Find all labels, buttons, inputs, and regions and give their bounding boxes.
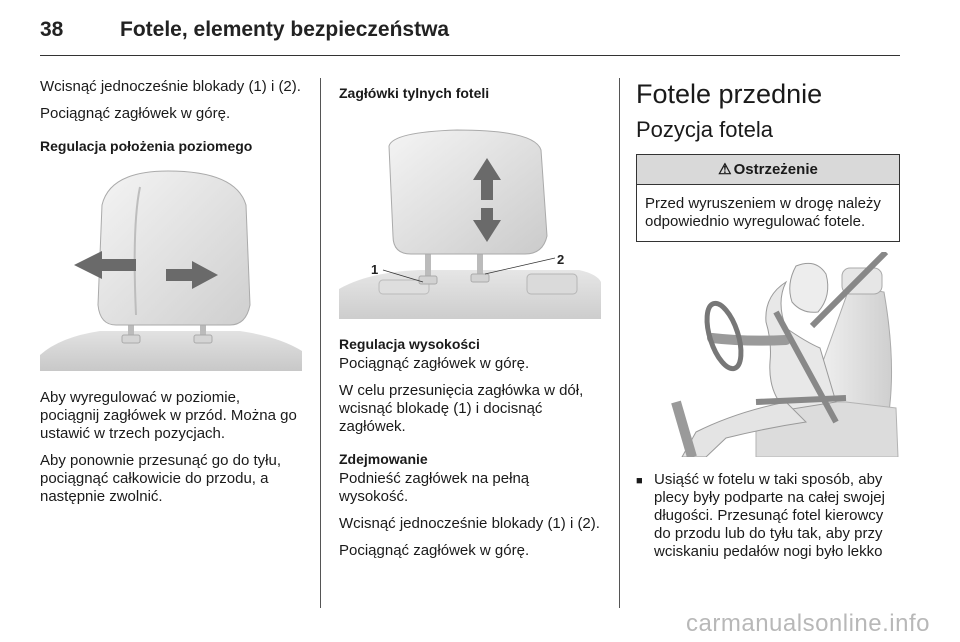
watermark: carmanualsonline.info — [686, 610, 930, 637]
callout-label-2: 2 — [557, 252, 565, 267]
warning-title: Ostrzeżenie — [733, 161, 818, 178]
paragraph: Aby wyregulować w poziomie, pociągnij zagłówek w przód. Można go ustawić w trzech pozycjach. — [40, 389, 297, 442]
column-divider-1 — [320, 78, 321, 608]
column-divider-2 — [619, 78, 620, 608]
subheading: Regulacja wysokości — [339, 336, 480, 352]
bullet-item — [636, 471, 902, 561]
callout-label-1: 1 — [371, 262, 379, 277]
warning-box — [636, 154, 900, 242]
column-3 — [636, 78, 902, 561]
column-2 — [339, 78, 601, 569]
paragraph: Wcisnąć jednocześnie blokady (1) i (2). — [339, 515, 600, 532]
header-rule — [40, 55, 900, 56]
page-number: 38 — [40, 18, 64, 41]
paragraph: W celu przesunięcia zagłówka w dół, wcisnąć blokadę (1) i docisnąć zagłówek. — [339, 382, 584, 435]
section-heading: Fotele przednie — [636, 79, 823, 109]
paragraph: Podnieść zagłówek na pełną wysokość. — [339, 470, 530, 505]
subheading: Zagłówki tylnych foteli — [339, 85, 490, 101]
bullet-square-icon: ■ — [636, 475, 643, 487]
warning-text: Przed wyruszeniem w drogę należy odpowiednio wyregulować fotele. — [645, 195, 881, 230]
rear-headrest-figure — [339, 104, 601, 319]
subheading: Zdejmowanie — [339, 451, 428, 467]
column-1 — [40, 78, 302, 515]
paragraph: Pociągnąć zagłówek w górę. — [40, 105, 231, 122]
paragraph: Pociągnąć zagłówek w górę. — [339, 542, 530, 559]
headrest-horizontal-figure — [40, 165, 302, 371]
paragraph: Aby ponownie przesunąć go do tyłu, pociągnąć całkowicie do przodu, a następnie zwolnić. — [40, 452, 281, 505]
seat-position-figure — [636, 252, 900, 457]
paragraph: Pociągnąć zagłówek w górę. — [339, 355, 530, 372]
subheading: Regulacja położenia poziomego — [40, 138, 253, 154]
bullet-text: Usiąść w fotelu w taki sposób, aby plecy były podparte na całej swojej długości. Przesunąć fotel kierowcy do przodu lub do tyłu tak, aby przy wciskaniu pedałów nogi było lekko — [654, 471, 885, 560]
subsection-heading: Pozycja fotela — [636, 117, 773, 142]
paragraph: Wcisnąć jednocześnie blokady (1) i (2). — [40, 78, 301, 95]
warning-header — [637, 155, 899, 185]
page-header-title: Fotele, elementy bezpieczeństwa — [120, 18, 450, 41]
warning-triangle-icon: ⚠ — [718, 161, 732, 178]
